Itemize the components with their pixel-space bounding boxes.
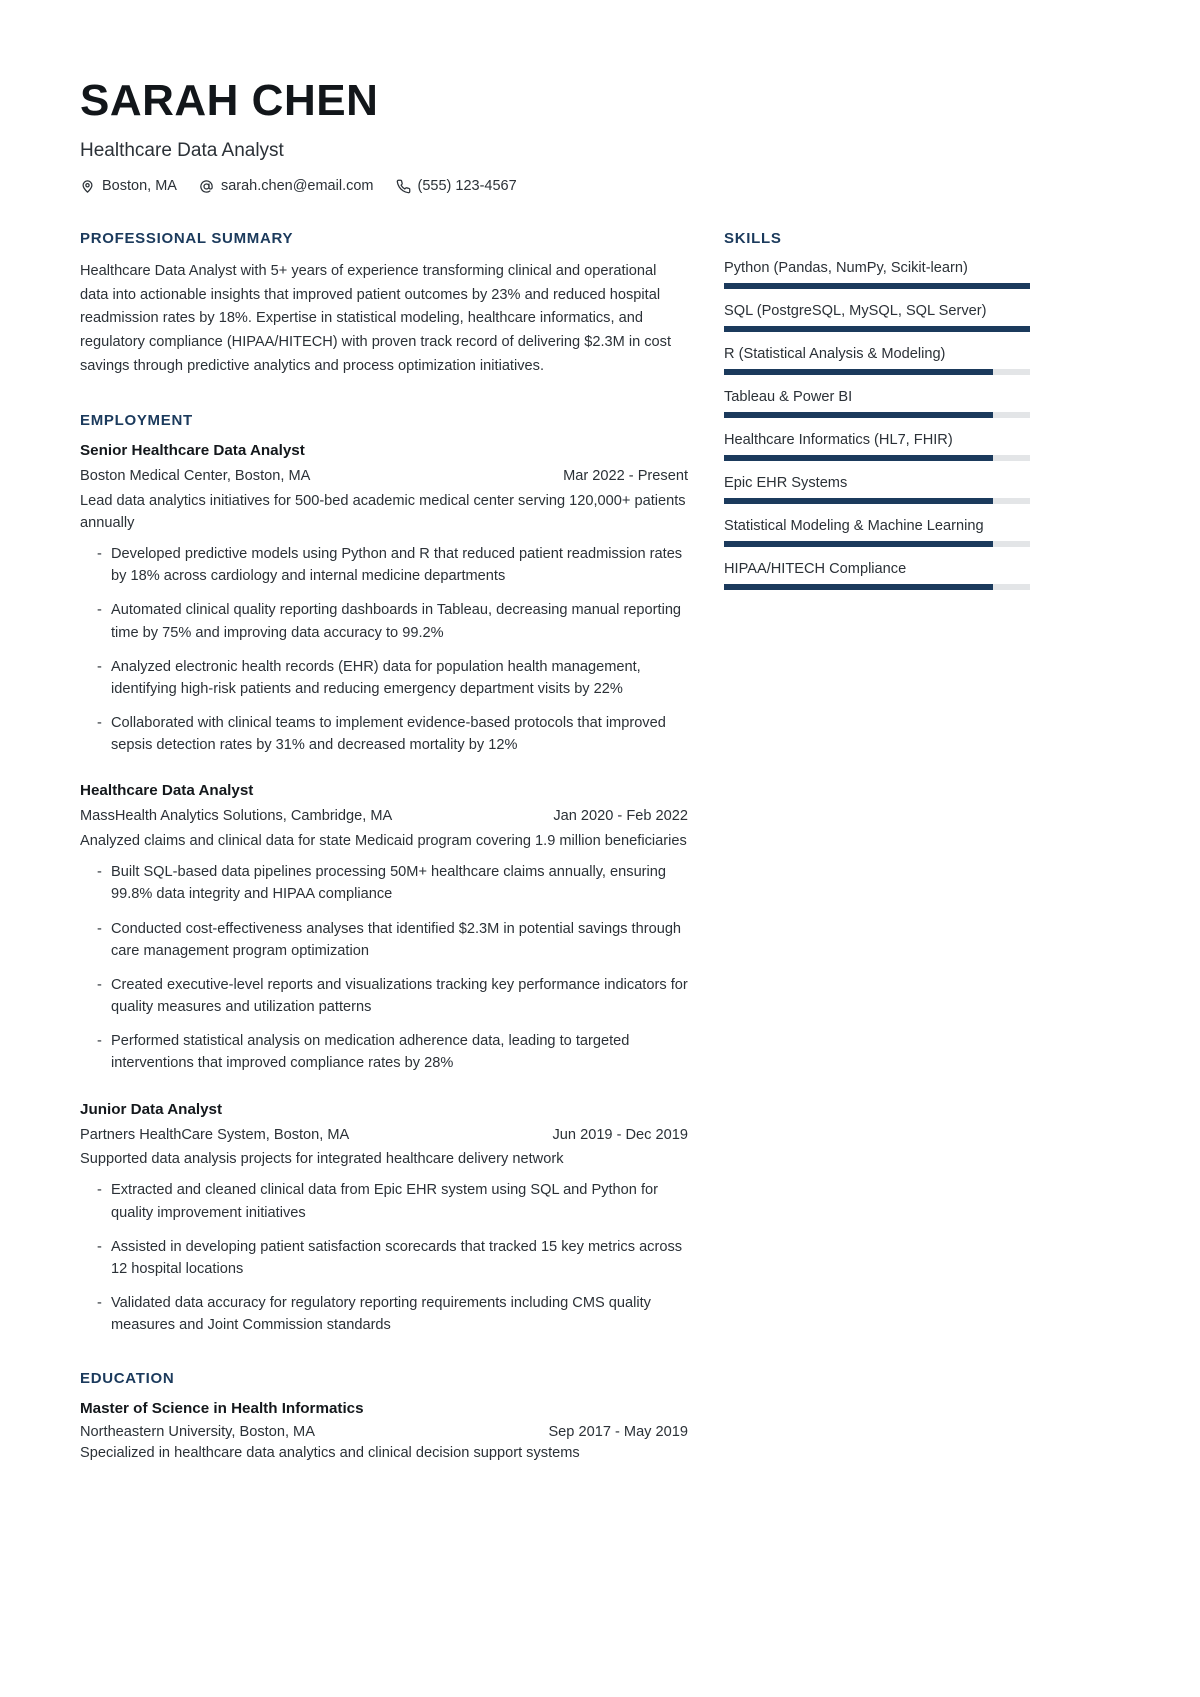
skill-item	[724, 389, 1030, 418]
skill-item	[724, 475, 1030, 504]
job-dates: Jun 2019 - Dec 2019	[552, 1126, 688, 1143]
job-company: Partners HealthCare System, Boston, MA	[80, 1126, 350, 1143]
skill-item	[724, 432, 1030, 461]
education-school: Northeastern University, Boston, MA	[80, 1424, 315, 1441]
employment-section-heading: EMPLOYMENT	[80, 412, 193, 430]
skill-progress-fill	[724, 498, 993, 504]
job-bullet-list	[80, 1179, 688, 1336]
skill-progress-fill	[724, 455, 993, 461]
skill-label: SQL (PostgreSQL, MySQL, SQL Server)	[724, 303, 987, 320]
section-professional-summary	[80, 230, 688, 378]
skill-progress-track	[724, 455, 1030, 461]
skill-progress-fill	[724, 326, 1030, 332]
skill-label: HIPAA/HITECH Compliance	[724, 561, 907, 578]
skill-progress-track	[724, 326, 1030, 332]
job-description: Supported data analysis projects for integrated healthcare delivery network	[80, 1151, 564, 1168]
job-meta	[80, 1125, 688, 1147]
skill-label: R (Statistical Analysis & Modeling)	[724, 346, 946, 363]
skill-progress-track	[724, 412, 1030, 418]
skill-item	[724, 346, 1030, 375]
skills-section-heading: SKILLS	[724, 230, 782, 248]
section-employment	[80, 412, 688, 1336]
job-title: Junior Data Analyst	[80, 1100, 223, 1118]
job-bullet: - Analyzed electronic health records (EHR) data for population health management, identifying high-risk patients and reducing emergency department visits by 22%	[80, 656, 688, 700]
job-meta	[80, 806, 688, 828]
job-title: Senior Healthcare Data Analyst	[80, 442, 305, 460]
employment-entry	[80, 1101, 688, 1337]
skill-progress-fill	[724, 541, 993, 547]
summary-section-heading: PROFESSIONAL SUMMARY	[80, 230, 294, 248]
job-company: Boston Medical Center, Boston, MA	[80, 468, 311, 485]
skills-column	[724, 230, 1030, 604]
job-bullet: - Assisted in developing patient satisfaction scorecards that tracked 15 key metrics across 12 hospital locations	[80, 1236, 688, 1280]
contact-location	[80, 178, 177, 194]
skill-label: Python (Pandas, NumPy, Scikit-learn)	[724, 260, 968, 277]
resume-body	[80, 230, 1030, 1499]
job-bullet: - Built SQL-based data pipelines processing 50M+ healthcare claims annually, ensuring 99.8% data integrity and HIPAA compliance	[80, 861, 688, 905]
skill-progress-fill	[724, 584, 993, 590]
job-bullet: - Created executive-level reports and visualizations tracking key performance indicators for quality measures and utilization patterns	[80, 974, 688, 1018]
job-bullet: - Developed predictive models using Python and R that reduced patient readmission rates by 18% across cardiology and internal medicine departments	[80, 543, 688, 587]
main-column	[80, 230, 688, 1499]
employment-entry	[80, 442, 688, 756]
candidate-job-title: Healthcare Data Analyst	[80, 140, 284, 162]
employment-entry	[80, 782, 688, 1074]
phone-icon	[396, 179, 411, 194]
skill-item	[724, 518, 1030, 547]
skill-label: Statistical Modeling & Machine Learning	[724, 518, 984, 535]
at-sign-icon	[199, 179, 214, 194]
job-bullet: - Validated data accuracy for regulatory reporting requirements including CMS quality measures and Joint Commission standards	[80, 1292, 688, 1336]
contact-email-text: sarah.chen@email.com	[220, 178, 374, 195]
skill-progress-track	[724, 283, 1030, 289]
skill-label: Tableau & Power BI	[724, 389, 853, 406]
contact-bar	[80, 178, 1030, 194]
job-dates: Mar 2022 - Present	[563, 468, 688, 485]
skill-label: Healthcare Informatics (HL7, FHIR)	[724, 432, 953, 449]
job-dates: Jan 2020 - Feb 2022	[553, 808, 688, 825]
contact-phone-text: (555) 123-4567	[417, 178, 517, 195]
contact-location-text: Boston, MA	[102, 178, 177, 195]
job-bullet: - Collaborated with clinical teams to implement evidence-based protocols that improved sepsis detection rates by 31% and decreased mortality by 12%	[80, 712, 688, 756]
education-entry	[80, 1400, 688, 1465]
education-dates: Sep 2017 - May 2019	[548, 1424, 688, 1441]
contact-email	[199, 178, 374, 194]
job-company: MassHealth Analytics Solutions, Cambridge, MA	[80, 808, 393, 825]
job-bullet: - Performed statistical analysis on medication adherence data, leading to targeted interventions that improved compliance rates by 28%	[80, 1030, 688, 1074]
resume-header	[80, 78, 1030, 194]
section-education	[80, 1370, 688, 1465]
job-bullet: - Conducted cost-effectiveness analyses that identified $2.3M in potential savings through care management program optimization	[80, 918, 688, 962]
job-description: Analyzed claims and clinical data for state Medicaid program covering 1.9 million beneficiaries	[80, 833, 687, 850]
job-meta	[80, 466, 688, 488]
job-description: Lead data analytics initiatives for 500-bed academic medical center serving 120,000+ patients annually	[80, 493, 686, 532]
skill-progress-fill	[724, 412, 993, 418]
skill-item	[724, 561, 1030, 590]
candidate-name: SARAH CHEN	[80, 76, 379, 125]
skill-progress-track	[724, 541, 1030, 547]
job-bullet: - Extracted and cleaned clinical data from Epic EHR system using SQL and Python for quality improvement initiatives	[80, 1179, 688, 1223]
contact-phone	[396, 178, 517, 194]
job-bullet-list	[80, 543, 688, 756]
education-meta	[80, 1424, 688, 1440]
skill-progress-track	[724, 498, 1030, 504]
skill-label: Epic EHR Systems	[724, 475, 848, 492]
skill-progress-track	[724, 369, 1030, 375]
skill-progress-track	[724, 584, 1030, 590]
skill-progress-fill	[724, 283, 1030, 289]
job-title: Healthcare Data Analyst	[80, 782, 254, 800]
skill-item	[724, 303, 1030, 332]
skill-item	[724, 260, 1030, 289]
summary-text: Healthcare Data Analyst with 5+ years of experience transforming clinical and operational data into actionable insights that improved patient outcomes by 23% and reduced hospital readmission rates by 18%. Expertise in statistical modeling, healthcare informatics, and regulatory compliance (HIPAA/HITECH) with proven track record of delivering $2.3M in cost savings through predictive analytics and process optimization initiatives.	[80, 263, 672, 374]
location-pin-icon	[80, 179, 95, 194]
education-section-heading: EDUCATION	[80, 1370, 175, 1388]
education-description: Specialized in healthcare data analytics and clinical decision support systems	[80, 1445, 580, 1462]
skill-progress-fill	[724, 369, 993, 375]
education-degree: Master of Science in Health Informatics	[80, 1400, 364, 1418]
job-bullet: - Automated clinical quality reporting dashboards in Tableau, decreasing manual reporting time by 75% and improving data accuracy to 99.2%	[80, 599, 688, 643]
job-bullet-list	[80, 861, 688, 1074]
